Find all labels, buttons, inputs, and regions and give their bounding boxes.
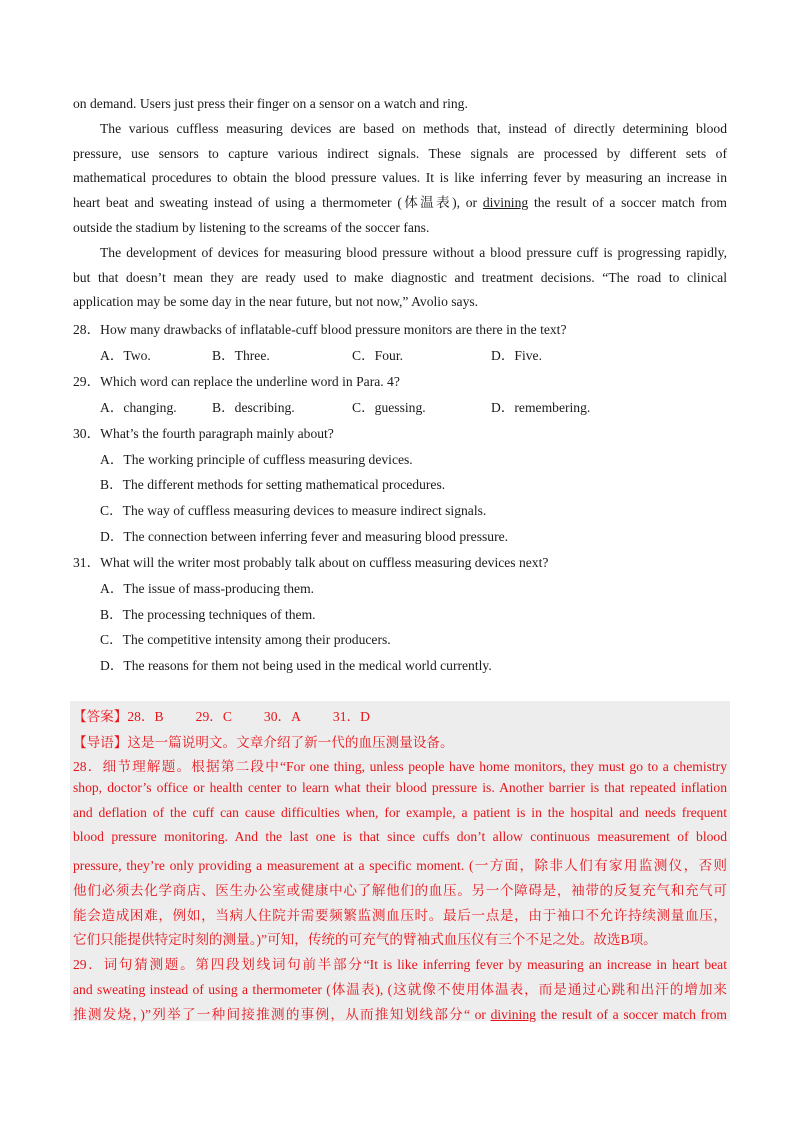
explanation-line: 它们只能提供特定时刻的测量。)”可知，传统的可充气的臂袖式血压仪有三个不足之处。故选B项。 xyxy=(73,932,657,947)
q28-option-c: C．Four. xyxy=(352,348,403,363)
explanation-line: and sweating instead of using a thermometer (体温表), (这就像不使用体温表，而是通过心跳和出汗的增加来 xyxy=(73,982,727,997)
passage-line: The various cuffless measuring devices are based on methods that, instead of directly determining blood xyxy=(100,120,727,136)
explanation-line: 能会造成困难，例如，当病人住院并需要频繁监测血压时。最后一点是，由于袖口不允许持续测量血压， xyxy=(73,908,727,923)
q28-option-b: B．Three. xyxy=(212,348,270,363)
passage-line: The development of devices for measuring blood pressure without a blood pressure cuff is progressing rapidly, xyxy=(100,244,727,260)
answer-item: 28．B xyxy=(127,709,164,724)
q29-option-b: B．describing. xyxy=(212,400,295,415)
passage-line: pressure, use sensors to capture various indirect signals. These signals are processed by different sets of xyxy=(73,145,727,161)
underlined-word: divining xyxy=(482,195,529,211)
explanation-line: 29．词句猜测题。第四段划线词句前半部分“It is like inferring fever by measuring an increase in heart beat xyxy=(73,957,727,972)
passage-line xyxy=(73,191,727,216)
explanation-text: the result of a soccer match from xyxy=(535,1007,727,1022)
q30-option-a: A．The working principle of cuffless measuring devices. xyxy=(100,452,413,467)
q30-option-d: D．The connection between inferring fever and measuring blood pressure. xyxy=(100,529,509,544)
explanation-line: blood pressure monitoring. And the last one is that since cuffs don’t allow continuous measurement of blood xyxy=(73,829,727,844)
guide-line xyxy=(73,731,727,751)
passage-line: on demand. Users just press their finger on a sensor on a watch and ring. xyxy=(73,96,468,111)
answer-item: 29．C xyxy=(195,709,232,724)
answer-line xyxy=(73,705,727,725)
explanation-line xyxy=(73,1003,727,1028)
q31-option-a: A．The issue of mass-producing them. xyxy=(100,581,315,596)
guide-label: 【导语】 xyxy=(73,735,128,750)
passage-text: the result of a soccer match from xyxy=(528,195,727,211)
q29-option-a: A．changing. xyxy=(100,400,177,415)
answer-item: 31．D xyxy=(332,709,370,724)
passage-line: mathematical procedures to obtain the blood pressure values. It is like inferring fever by measuring an increase in xyxy=(73,170,727,186)
q28-option-a: A．Two. xyxy=(100,348,151,363)
explanation-line: pressure, they’re only providing a measurement at a specific moment. (一方面，除非人们有家用监测仪，否则 xyxy=(73,858,727,873)
explanation-line: 28．细节理解题。根据第二段中“For one thing, unless people have home monitors, they must go to a chemistry xyxy=(73,759,727,774)
q29-option-c: C．guessing. xyxy=(352,400,426,415)
answer-label: 【答案】 xyxy=(73,709,128,724)
q31-option-b: B．The processing techniques of them. xyxy=(100,607,316,622)
explanation-line: shop, doctor’s office or health center to learn what their blood pressure is. Another barrier is that repeated inflation xyxy=(73,780,727,795)
passage-text: heart beat and sweating instead of using a thermometer (体温表), or xyxy=(73,195,483,211)
passage-line: application may be some day in the near future, but not now,” Avolio says. xyxy=(73,294,479,310)
answer-item: 30．A xyxy=(263,709,301,724)
q30-option-b: B．The different methods for setting mathematical procedures. xyxy=(100,477,446,492)
question-31: 31．What will the writer most probably talk about on cuffless measuring devices next? xyxy=(73,555,549,570)
passage xyxy=(73,92,727,315)
q29-option-d: D．remembering. xyxy=(491,400,591,415)
explanation-line: and deflation of the cuff can cause difficulties when, for example, a patient is in the hospital and needs frequent xyxy=(73,805,727,820)
explanation-text: 推测发烧，)”列举了一种间接推测的事例，从而推知划线部分“ or xyxy=(73,1007,491,1022)
passage-line: outside the stadium by listening to the screams of the soccer fans. xyxy=(73,219,430,235)
question-29: 29．Which word can replace the underline word in Para. 4? xyxy=(73,374,400,389)
q31-option-c: C．The competitive intensity among their producers. xyxy=(100,632,391,647)
q28-option-d: D．Five. xyxy=(491,348,542,363)
passage-line: but that doesn’t mean they are ready used to make diagnostic and treatment decisions. “The road to clinical xyxy=(73,269,727,285)
question-28: 28．How many drawbacks of inflatable-cuff blood pressure monitors are there in the text? xyxy=(73,322,567,337)
q31-option-d: D．The reasons for them not being used in the medical world currently. xyxy=(100,658,492,673)
guide-text: 这是一篇说明文。文章介绍了新一代的血压测量设备。 xyxy=(127,735,454,750)
q30-option-c: C．The way of cuffless measuring devices to measure indirect signals. xyxy=(100,503,487,518)
question-30: 30．What’s the fourth paragraph mainly about? xyxy=(73,426,334,441)
underlined-word: divining xyxy=(490,1007,536,1022)
explanation-line: 他们必须去化学商店、医生办公室或健康中心了解他们的血压。另一个障碍是，袖带的反复充气和充气可 xyxy=(73,883,727,898)
